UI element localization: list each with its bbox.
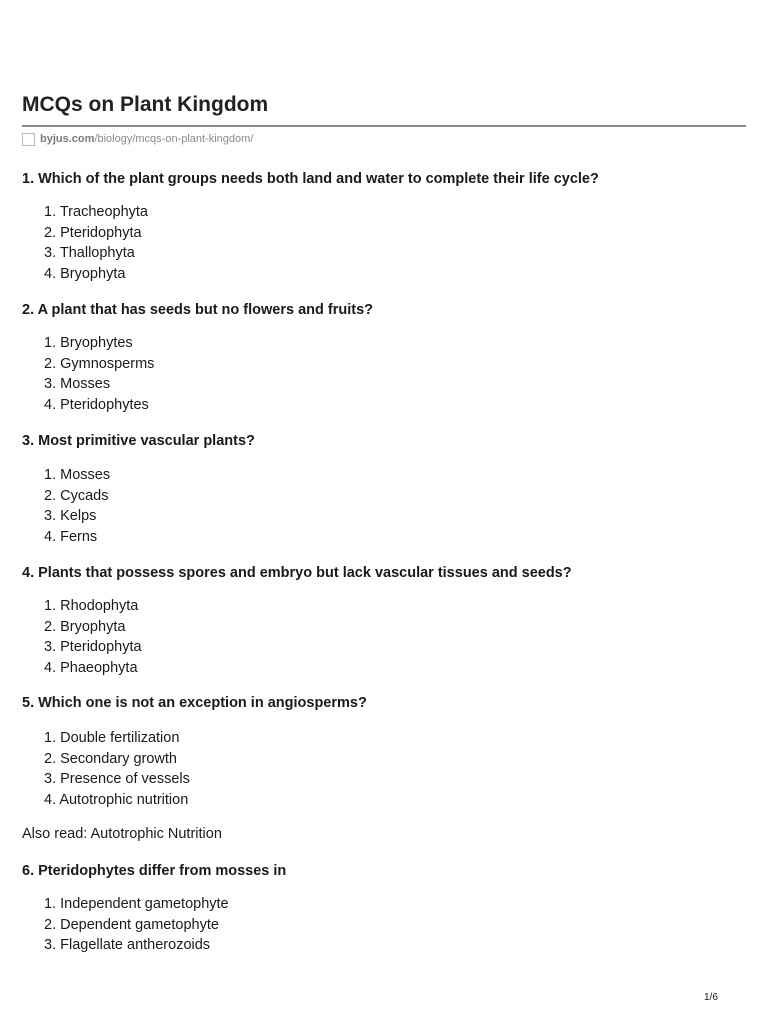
- question-3: 3. Most primitive vascular plants?: [22, 433, 255, 449]
- option-2-1: 1. Bryophytes: [44, 335, 133, 351]
- option-4-1: 1. Rhodophyta: [44, 598, 139, 614]
- option-2-2: 2. Gymnosperms: [44, 355, 155, 372]
- options-question-1: [44, 202, 148, 284]
- options-question-5: [44, 728, 190, 810]
- option-1-2: 2. Pteridophyta: [44, 224, 142, 241]
- question-5: 5. Which one is not an exception in angiosperms?: [22, 695, 367, 711]
- page-title: MCQs on Plant Kingdom: [22, 93, 269, 116]
- option-3-3: 3. Kelps: [44, 508, 97, 525]
- option-4-3: 3. Pteridophyta: [44, 639, 142, 656]
- option-5-3: 3. Presence of vessels: [44, 771, 190, 788]
- option-1-1: 1. Tracheophyta: [44, 204, 148, 220]
- question-1: 1. Which of the plant groups needs both land and water to complete their life cycle?: [22, 171, 599, 187]
- source-link[interactable]: [22, 131, 253, 147]
- options-question-4: [44, 596, 142, 678]
- option-2-4: 4. Pteridophytes: [44, 396, 149, 413]
- option-5-4: 4. Autotrophic nutrition: [44, 791, 189, 808]
- source-domain: byjus.com: [40, 133, 95, 145]
- option-3-2: 2. Cycads: [44, 487, 109, 504]
- option-4-4: 4. Phaeophyta: [44, 659, 138, 676]
- also-read-note: Also read: Autotrophic Nutrition: [22, 826, 222, 842]
- options-question-6: [44, 894, 229, 956]
- option-2-3: 3. Mosses: [44, 376, 111, 393]
- title-divider: [22, 125, 746, 127]
- option-5-1: 1. Double fertilization: [44, 730, 180, 746]
- options-question-2: [44, 333, 154, 415]
- question-2: 2. A plant that has seeds but no flowers and fruits?: [22, 302, 373, 318]
- option-5-2: 2. Secondary growth: [44, 750, 177, 767]
- question-6: 6. Pteridophytes differ from mosses in: [22, 863, 287, 879]
- question-4: 4. Plants that possess spores and embryo but lack vascular tissues and seeds?: [22, 565, 572, 581]
- page-number: 1/6: [704, 992, 718, 1003]
- option-6-2: 2. Dependent gametophyte: [44, 916, 219, 933]
- source-path: /biology/mcqs-on-plant-kingdom/: [94, 133, 254, 145]
- option-3-1: 1. Mosses: [44, 467, 111, 483]
- option-3-4: 4. Ferns: [44, 528, 98, 545]
- option-1-4: 4. Bryophyta: [44, 265, 126, 282]
- option-4-2: 2. Bryophyta: [44, 618, 126, 635]
- favicon-icon: [22, 133, 35, 146]
- option-6-3: 3. Flagellate antherozoids: [44, 937, 211, 954]
- options-question-3: [44, 465, 110, 547]
- option-1-3: 3. Thallophyta: [44, 245, 135, 262]
- option-6-1: 1. Independent gametophyte: [44, 896, 229, 912]
